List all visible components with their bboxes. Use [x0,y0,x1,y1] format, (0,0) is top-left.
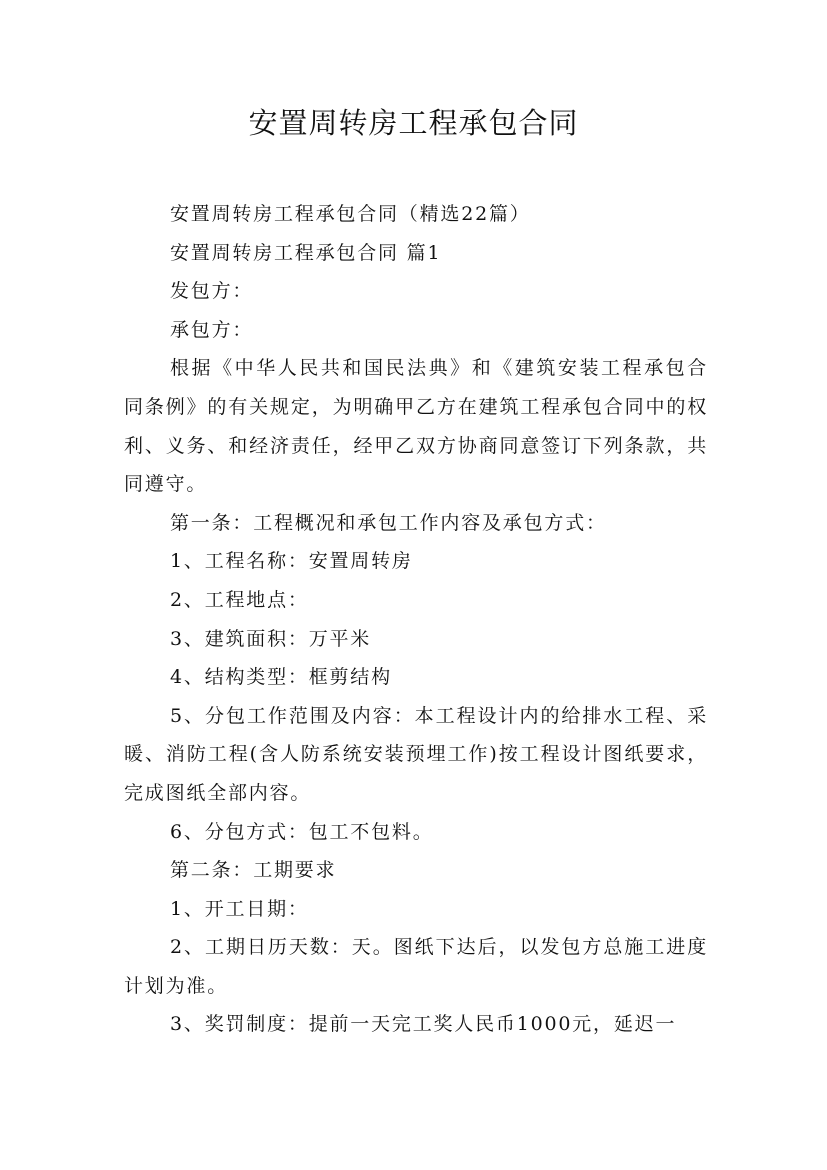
paragraph-contractor: 承包方： [170,318,254,341]
paragraph-article-1: 第一条：工程概况和承包工作内容及承包方式： [170,511,607,534]
paragraph-subtitle: 安置周转房工程承包合同（精选22篇） [170,203,531,225]
paragraph-project-location: 2、工程地点： [170,588,309,611]
paragraph-subcontract-scope: 5、分包工作范围及内容：本工程设计内的给排水工程、采暖、消防工程(含人防系统安装预埋工作)按工程设计图纸要求，完成图纸全部内容。 [124,704,708,804]
paragraph-subcontract-method: 6、分包方式：包工不包料。 [170,820,434,843]
document-title: 安置周转房工程承包合同 [248,106,579,140]
paragraph-building-area: 3、建筑面积：万平米 [170,627,372,650]
paragraph-duration: 2、工期日历天数：天。图纸下达后，以发包方总施工进度计划为准。 [124,936,708,997]
paragraph-employer: 发包方： [170,280,254,303]
paragraph-article-2: 第二条：工期要求 [170,859,337,882]
document-body [124,195,708,1044]
paragraph-section-heading: 安置周转房工程承包合同 篇1 [170,241,442,264]
paragraph-project-name: 1、工程名称：安置周转房 [170,550,413,573]
paragraph-preamble: 根据《中华人民共和国民法典》和《建筑安装工程承包合同条例》的有关规定，为明确甲乙方在建筑工程承包合同中的权利、义务、和经济责任，经甲乙双方协商同意签订下列条款，共同遵守。 [124,357,708,496]
paragraph-start-date: 1、开工日期： [170,897,309,920]
paragraph-structure-type: 4、结构类型：框剪结构 [170,666,392,689]
paragraph-rewards-penalties: 3、奖罚制度：提前一天完工奖人民币1000元，延迟一 [170,1013,677,1036]
